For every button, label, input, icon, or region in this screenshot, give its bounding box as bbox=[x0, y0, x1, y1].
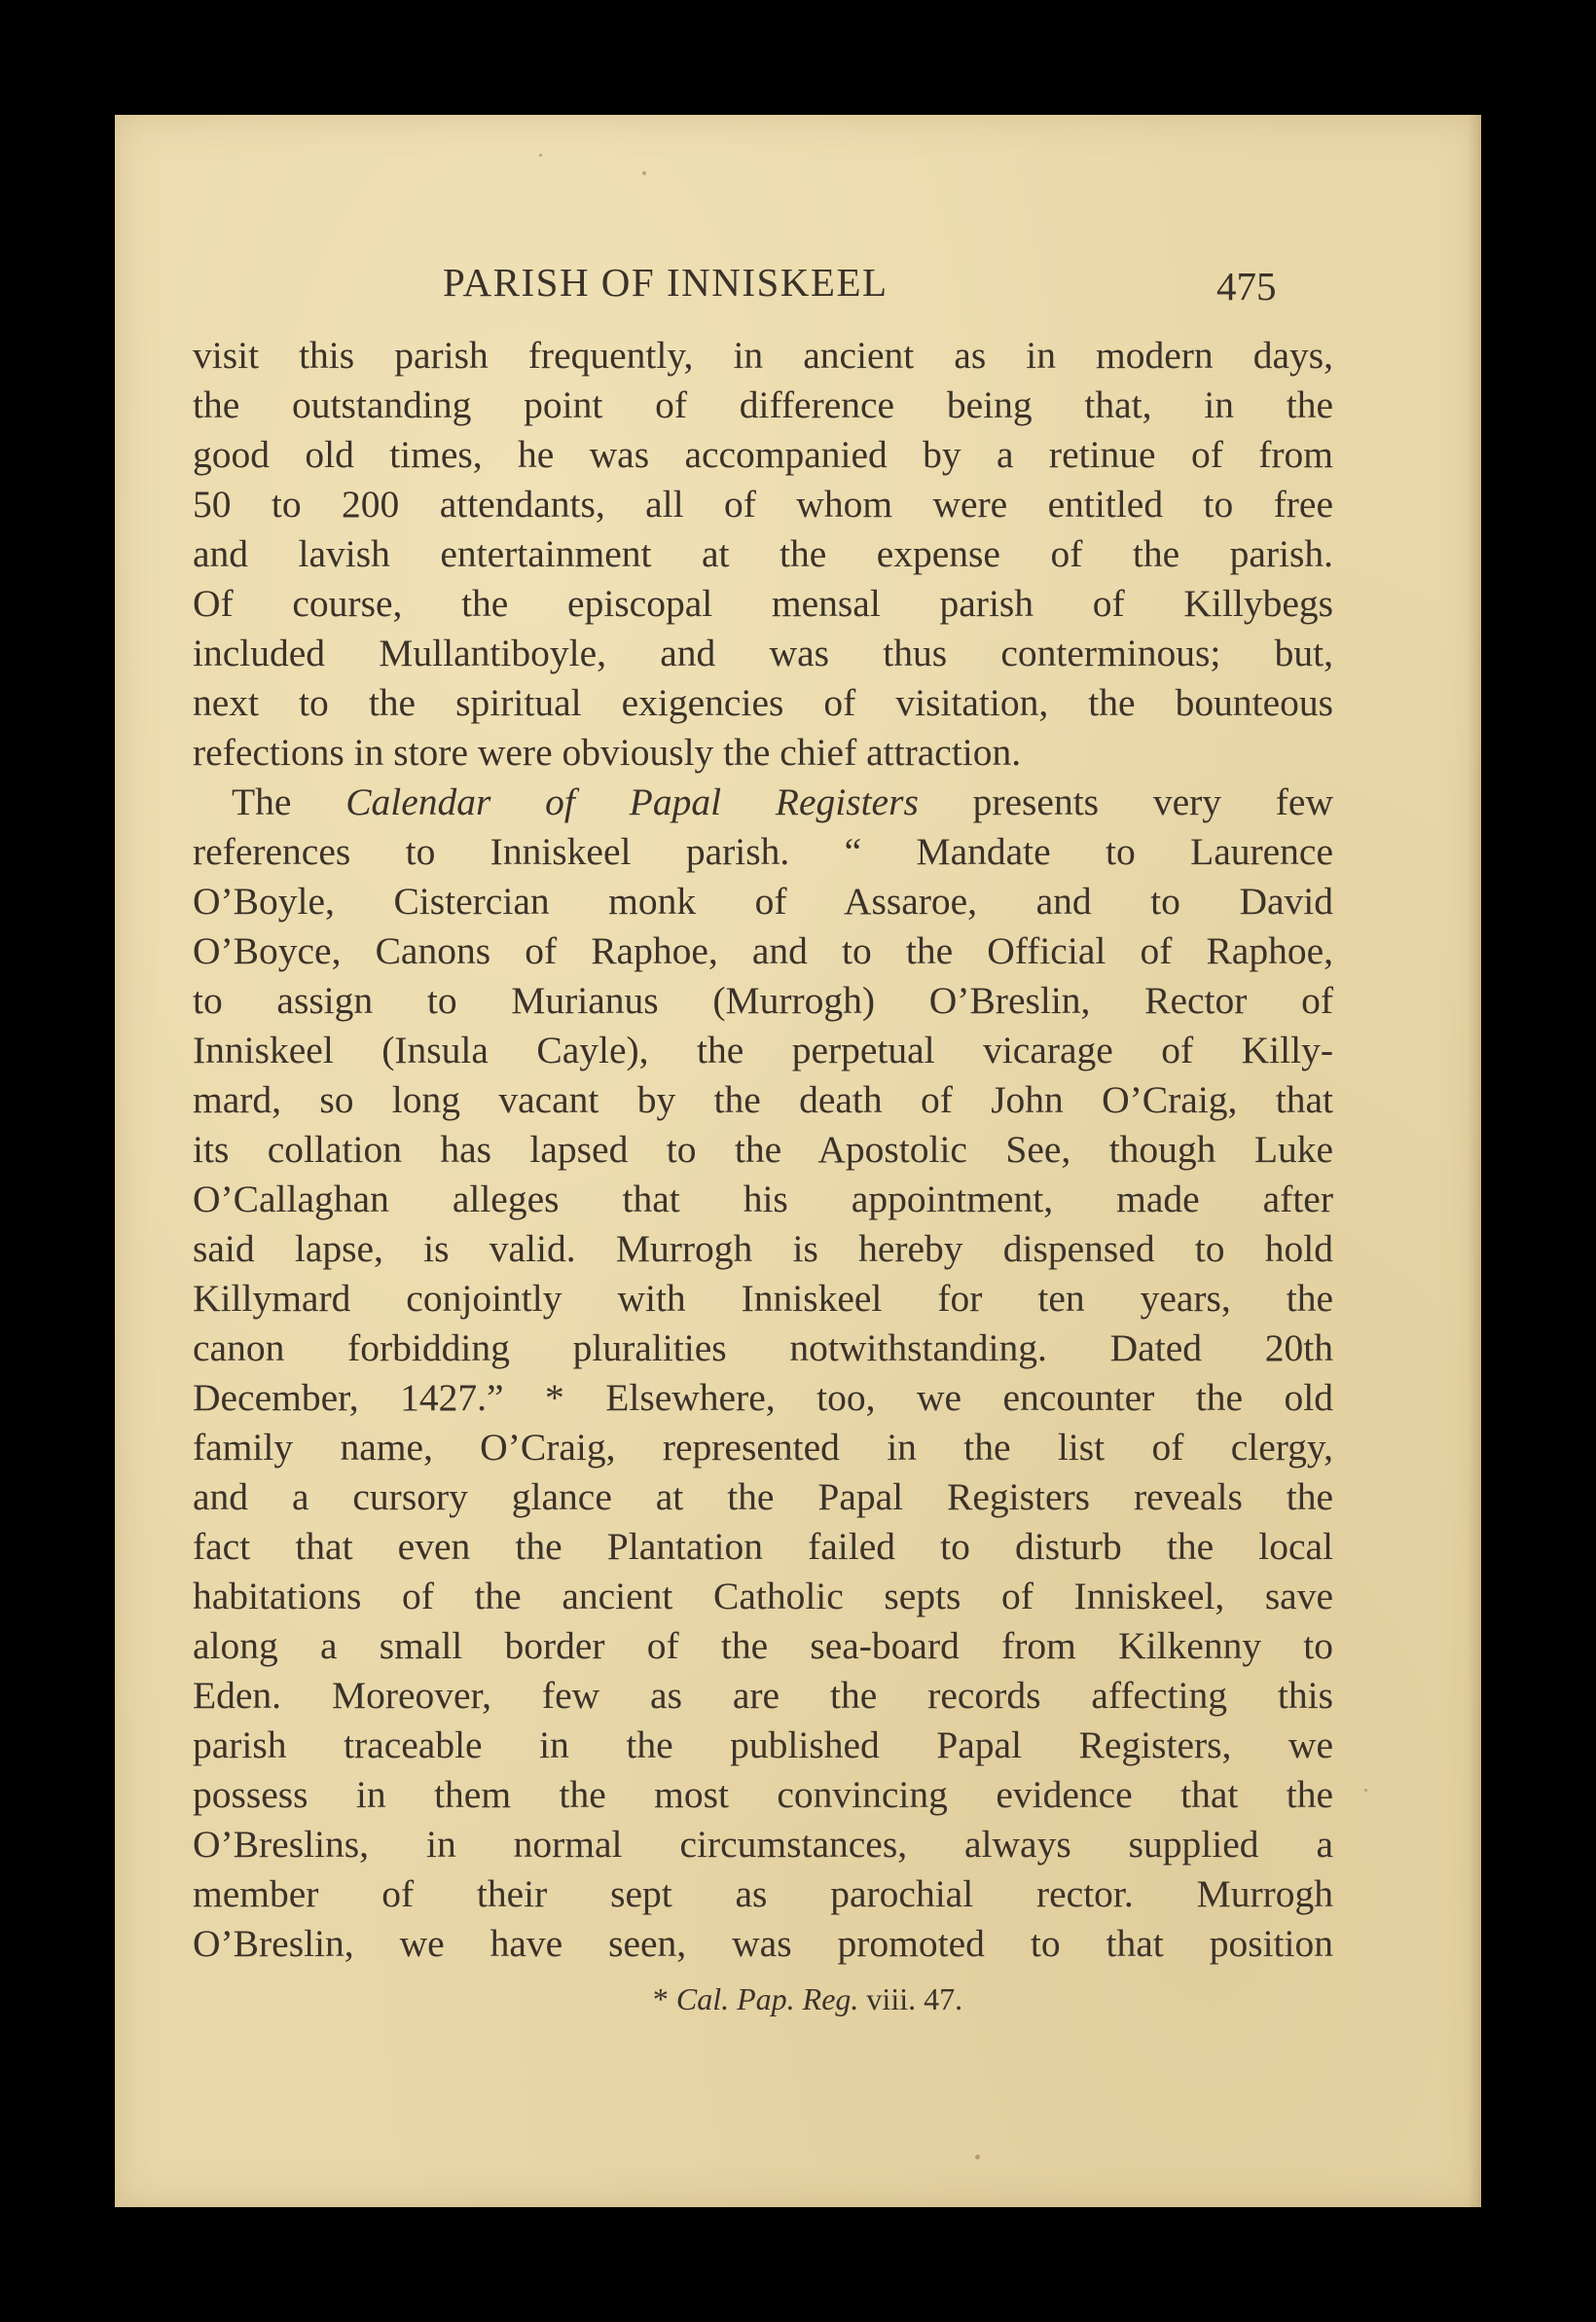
text-line: O’Boyle, Cistercian monk of Assaroe, and to David bbox=[193, 880, 1333, 923]
text-line: mard, so long vacant by the death of John O’Craig, that bbox=[193, 1078, 1333, 1121]
book-page bbox=[115, 115, 1481, 2207]
text-line: and lavish entertainment at the expense of the parish. bbox=[193, 532, 1333, 575]
paper-speck bbox=[1364, 1789, 1367, 1792]
running-head: PARISH OF INNISKEEL bbox=[443, 260, 889, 305]
text-line: to assign to Murianus (Murrogh) O’Breslin, Rector of bbox=[193, 979, 1333, 1022]
text-line: next to the spiritual exigencies of visitation, the bounteous bbox=[193, 681, 1333, 724]
text-line: included Mullantiboyle, and was thus conterminous; but, bbox=[193, 632, 1333, 674]
text-line: Eden. Moreover, few as are the records affecting this bbox=[193, 1674, 1333, 1717]
text-line: December, 1427.” * Elsewhere, too, we encounter the old bbox=[193, 1376, 1333, 1419]
text-line: O’Breslins, in normal circumstances, always supplied a bbox=[193, 1823, 1333, 1866]
text-line: canon forbidding pluralities notwithstanding. Dated 20th bbox=[193, 1326, 1333, 1369]
text-run: The bbox=[232, 780, 346, 823]
text-line: O’Callaghan alleges that his appointment, made after bbox=[193, 1178, 1333, 1220]
text-line: references to Inniskeel parish. “ Mandate to Laurence bbox=[193, 830, 1333, 873]
text-line: said lapse, is valid. Murrogh is hereby dispensed to hold bbox=[193, 1227, 1333, 1270]
page-edge-shadow bbox=[1468, 115, 1481, 2207]
text-line: the outstanding point of difference being that, in the bbox=[193, 383, 1333, 426]
page-header bbox=[115, 241, 1481, 319]
footnote-marker: * bbox=[652, 1981, 676, 2016]
text-line-first bbox=[193, 778, 1333, 827]
footnote-citation: Cal. Pap. Reg. bbox=[675, 1981, 859, 2016]
text-line: along a small border of the sea-board from Kilkenny to bbox=[193, 1624, 1333, 1667]
text-line: and a cursory glance at the Papal Registers reveals the bbox=[193, 1475, 1333, 1518]
paragraph-2 bbox=[193, 778, 1333, 1969]
paper-speck bbox=[642, 171, 646, 175]
paragraph-1 bbox=[193, 331, 1333, 778]
text-line: parish traceable in the published Papal Registers, we bbox=[193, 1723, 1333, 1766]
body-text bbox=[193, 331, 1333, 1969]
footnote-reference: viii. 47. bbox=[858, 1981, 963, 2016]
text-line: Of course, the episcopal mensal parish of Killybegs bbox=[193, 582, 1333, 625]
text-line: refections in store were obviously the chief attraction. bbox=[193, 731, 1022, 774]
italic-title: Calendar of Papal Registers bbox=[345, 780, 919, 823]
text-line: habitations of the ancient Catholic septs of Inniskeel, save bbox=[193, 1575, 1333, 1617]
text-line: member of their sept as parochial rector. Murrogh bbox=[193, 1872, 1333, 1915]
text-run: presents very few bbox=[918, 780, 1333, 823]
text-line: O’Boyce, Canons of Raphoe, and to the Official of Raphoe, bbox=[193, 929, 1333, 972]
text-line: its collation has lapsed to the Apostolic See, though Luke bbox=[193, 1128, 1333, 1171]
text-line: family name, O’Craig, represented in the list of clergy, bbox=[193, 1426, 1333, 1469]
text-line: Inniskeel (Insula Cayle), the perpetual vicarage of Killy- bbox=[193, 1029, 1333, 1071]
text-line: possess in them the most convincing evidence that the bbox=[193, 1773, 1333, 1816]
footnote bbox=[115, 1981, 1481, 2017]
text-line: O’Breslin, we have seen, was promoted to that position bbox=[193, 1922, 1333, 1965]
text-line: Killymard conjointly with Inniskeel for ten years, the bbox=[193, 1277, 1333, 1320]
text-line: 50 to 200 attendants, all of whom were entitled to free bbox=[193, 483, 1333, 526]
text-line: visit this parish frequently, in ancient as in modern days, bbox=[193, 334, 1333, 377]
paper-speck bbox=[539, 154, 542, 157]
page-number: 475 bbox=[1216, 264, 1277, 308]
paper-speck bbox=[975, 2155, 980, 2159]
text-line: good old times, he was accompanied by a retinue of from bbox=[193, 433, 1333, 476]
text-line: fact that even the Plantation failed to disturb the local bbox=[193, 1525, 1333, 1568]
